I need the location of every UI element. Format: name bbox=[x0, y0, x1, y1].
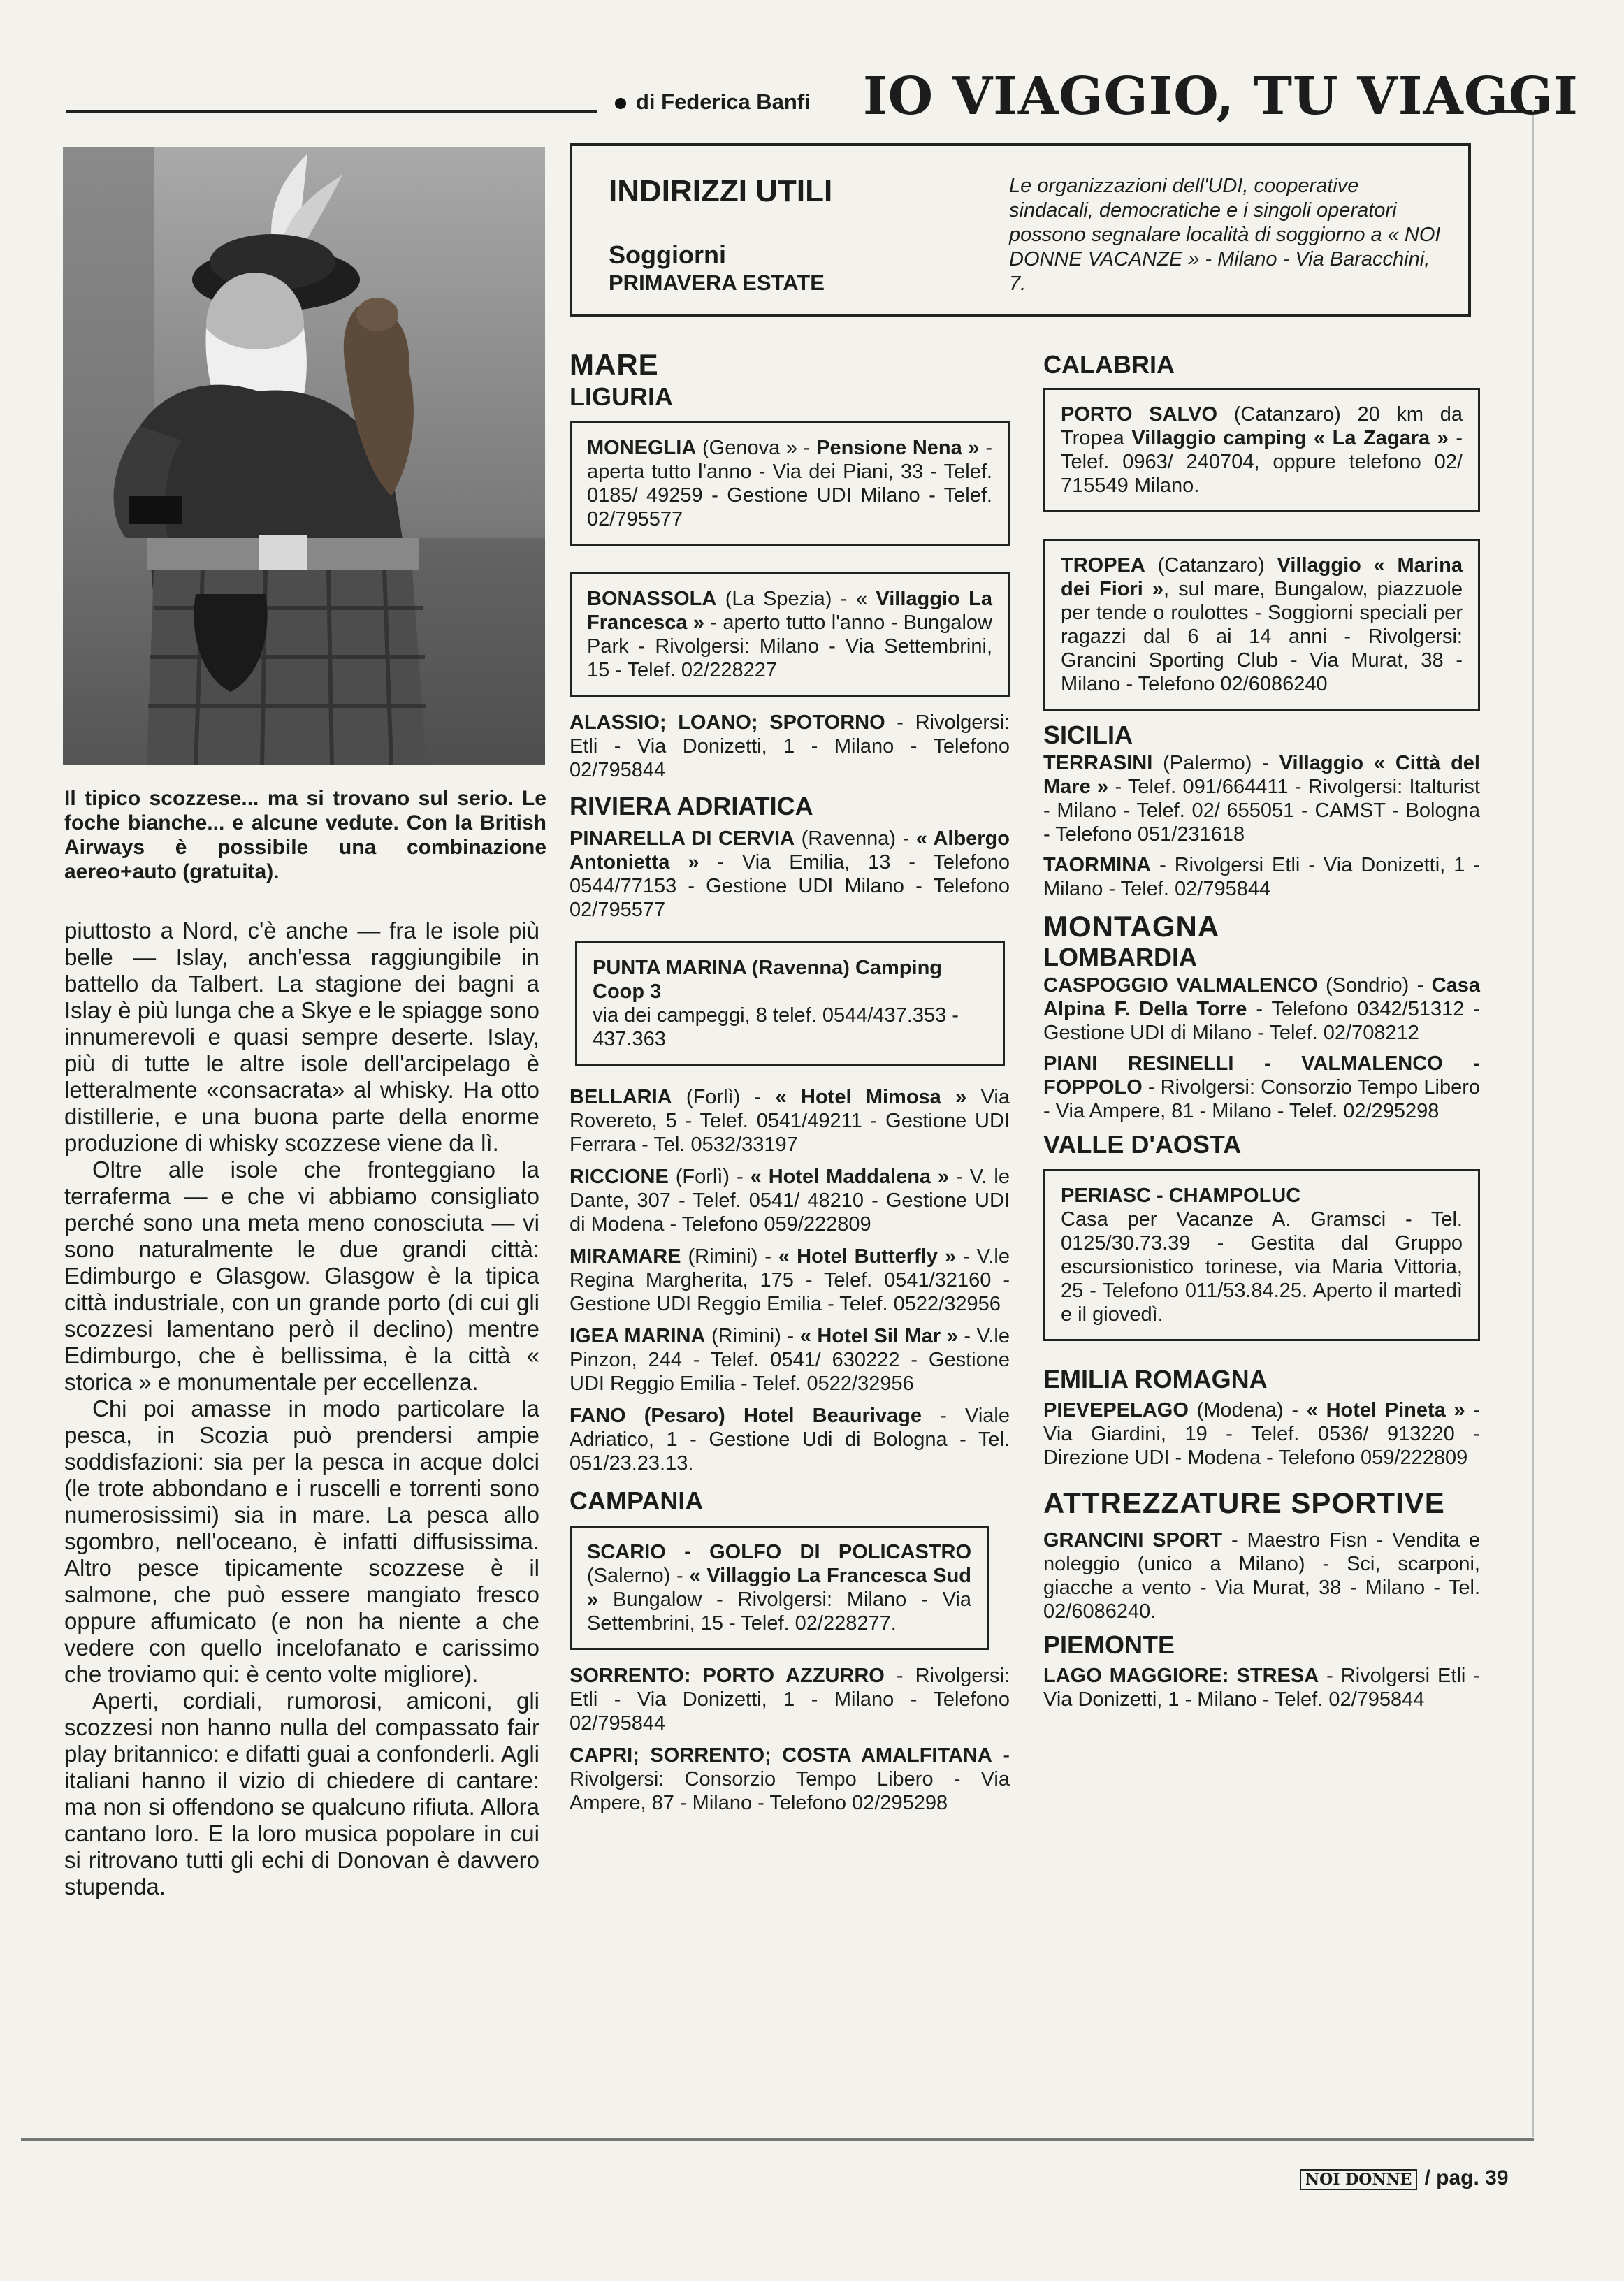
photo-scotsman-with-falcon bbox=[63, 147, 545, 765]
section-heading-attrezzature: ATTREZZATURE SPORTIVE bbox=[1043, 1486, 1445, 1519]
listings-column-right bbox=[1043, 350, 1481, 1711]
bottom-rule bbox=[21, 2138, 1534, 2141]
listing-riccione: RICCIONE (Forlì) - « Hotel Maddalena » - V. le Dante, 307 - Telef. 0541/ 48210 - Gestione UDI di Modena - Telefono 059/222809 bbox=[570, 1166, 1010, 1236]
listing-piani-resinelli: PIANI RESINELLI - VALMALENCO - FOPPOLO - Rivolgersi: Consorzio Tempo Libero - Via Ampere, 81 - Milano - Telef. 02/295298 bbox=[1043, 1052, 1480, 1122]
listing-lago-maggiore: LAGO MAGGIORE: STRESA - Rivolgersi Etli - Via Donizetti, 1 - Milano - Telef. 02/795844 bbox=[1043, 1665, 1480, 1711]
listing-punta-marina: PUNTA MARINA (Ravenna) Camping Coop 3 via dei campeggi, 8 telef. 0544/437.353 - 437.363 bbox=[575, 941, 1005, 1066]
region-heading-lombardia: LOMBARDIA bbox=[1043, 943, 1197, 971]
region-heading-campania: CAMPANIA bbox=[570, 1486, 704, 1515]
page-number: / pag. 39 bbox=[1424, 2166, 1509, 2189]
listing-taormina: TAORMINA - Rivolgersi Etli - Via Donizetti, 1 - Milano - Telef. 02/795844 bbox=[1043, 854, 1480, 900]
photo-caption: Il tipico scozzese... ma si trovano sul serio. Le foche bianche... e alcune vedute. Con la British Airways è possibile una combinazione aereo+auto (gratuita). bbox=[64, 787, 546, 883]
listing-terrasini: TERRASINI (Palermo) - Villaggio « Città del Mare » - Telef. 091/664411 - Rivolgersi: Italturist - Milano - Telef. 02/ 655051 - CAMST - Bologna - Telefono 051/231618 bbox=[1043, 752, 1480, 846]
listing-capri: CAPRI; SORRENTO; COSTA AMALFITANA - Rivolgersi: Consorzio Tempo Libero - Via Ampere, 87 - Milano - Telefono 02/295298 bbox=[570, 1744, 1010, 1814]
region-heading-sicilia: SICILIA bbox=[1043, 720, 1133, 749]
listing-pievepelago: PIEVEPELAGO (Modena) - « Hotel Pineta » - Via Giardini, 19 - Telef. 0536/ 913220 - Direzione UDI - Modena - Telefono 059/222809 bbox=[1043, 1399, 1480, 1469]
section-heading-montagna: MONTAGNA bbox=[1043, 910, 1220, 943]
listing-alassio: ALASSIO; LOANO; SPOTORNO - Rivolgersi: Etli - Via Donizetti, 1 - Milano - Telefono 02/795844 bbox=[570, 711, 1010, 781]
listing-tropea: TROPEA (Catanzaro) Villaggio « Marina dei Fiori », sul mare, Bungalow, piazzuole per tende o roulottes - Soggiorni speciali per ragazzi dal 6 ai 14 anni - Rivolgersi: Grancini Sporting Club - Via Murat, 38 - Milano - Telefono 02/6086240 bbox=[1043, 539, 1480, 711]
addresses-subheading: Soggiorni bbox=[609, 240, 726, 269]
listing-scario: SCARIO - GOLFO DI POLICASTRO (Salerno) - « Villaggio La Francesca Sud » Bungalow - Rivolgersi: Milano - Via Settembrini, 15 - Telef. 02/228277. bbox=[570, 1526, 989, 1650]
listing-grancini-sport: GRANCINI SPORT - Maestro Fisn - Vendita e noleggio (unico a Milano) - Sci, scarponi, giacche a vento - Via Murat, 38 - Milano - Tel. 02/6086240. bbox=[1043, 1529, 1480, 1623]
magazine-logo: NOI DONNE bbox=[1300, 2169, 1417, 2190]
region-heading-riviera: RIVIERA ADRIATICA bbox=[570, 792, 813, 820]
listing-sorrento: SORRENTO: PORTO AZZURRO - Rivolgersi: Etli - Via Donizetti, 1 - Milano - Telefono 02/795844 bbox=[570, 1665, 1010, 1735]
header-rule bbox=[66, 110, 597, 113]
byline: di Federica Banfi bbox=[615, 89, 811, 115]
page-edge-line bbox=[1532, 110, 1534, 2137]
listing-bonassola: BONASSOLA (La Spezia) - « Villaggio La Francesca » - aperto tutto l'anno - Bungalow Park - Rivolgersi: Milano - Via Settembrini, 15 - Telef. 02/228227 bbox=[570, 572, 1010, 697]
addresses-note: Le organizzazioni dell'UDI, cooperative sindacali, democratiche e i singoli operatori possono segnalare località di soggiorno a « NOI DONNE VACANZE » - Milano - Via Baracchini, 7. bbox=[1009, 175, 1441, 295]
section-heading-mare: MARE bbox=[570, 348, 659, 381]
listing-miramare: MIRAMARE (Rimini) - « Hotel Butterfly » - V.le Regina Margherita, 175 - Telef. 0541/32160 - Gestione UDI Reggio Emilia - Telef. 0522/32956 bbox=[570, 1245, 1010, 1315]
listing-caspoggio: CASPOGGIO VALMALENCO (Sondrio) - Casa Alpina F. Della Torre - Telefono 0342/51312 - Gestione UDI di Milano - Telef. 02/708212 bbox=[1043, 974, 1481, 1044]
listing-igea-marina: IGEA MARINA (Rimini) - « Hotel Sil Mar » - V.le Pinzon, 244 - Telef. 0541/ 630222 - Gestione UDI Reggio Emilia - Telef. 0522/32956 bbox=[570, 1325, 1010, 1395]
region-heading-piemonte: PIEMONTE bbox=[1043, 1630, 1175, 1659]
listing-pinarella: PINARELLA DI CERVIA (Ravenna) - « Albergo Antonietta » - Via Emilia, 13 - Telefono 0544/77153 - Gestione UDI Milano - Telefono 02/795577 bbox=[570, 827, 1010, 921]
bullet-icon bbox=[615, 98, 626, 109]
page-footer bbox=[1300, 2166, 1509, 2190]
listing-moneglia: MONEGLIA (Genova » - Pensione Nena » - aperta tutto l'anno - Via dei Piani, 33 - Telef. 0185/ 49259 - Gestione UDI Milano - Telef. 02/795577 bbox=[570, 421, 1010, 546]
region-heading-liguria: LIGURIA bbox=[570, 382, 673, 411]
listing-porto-salvo: PORTO SALVO (Catanzaro) 20 km da Tropea Villaggio camping « La Zagara » - Telef. 0963/ 240704, oppure telefono 02/ 715549 Milano. bbox=[1043, 388, 1480, 512]
article-paragraph: Aperti, cordiali, rumorosi, amiconi, gli scozzesi non hanno nulla del compassato fair play britannico: e difatti guai a confonderli. Agli italiani hanno il vizio di chiedere di cantare: ma non si offendono se qualcuno rifiuta. Allora cantano loro. E la loro musica popolare in cui si ritrovano tutti gli echi di Donovan è davvero stupenda. bbox=[64, 1688, 539, 1899]
listings-column-middle bbox=[570, 348, 1010, 1815]
article-body bbox=[64, 918, 539, 1900]
region-heading-calabria: CALABRIA bbox=[1043, 350, 1175, 379]
addresses-season: PRIMAVERA ESTATE bbox=[609, 270, 825, 295]
article-title: IO VIAGGIO, TU VIAGGI bbox=[863, 66, 1579, 126]
article-paragraph: Oltre alle isole che fronteggiano la terraferma — e che vi abbiamo consigliato perché sono una meta meno conosciuta — vi sono naturalmente le due grandi città: Edimburgo e Glasgow. Glasgow è la tipica città industriale, con un grande porto (di cui gli scozzesi lamentano però il declino) mentre Edimburgo, che è bellissima, è la città « storica » e monumentale per eccellenza. bbox=[64, 1157, 539, 1395]
listing-fano: FANO (Pesaro) Hotel Beaurivage - Viale Adriatico, 1 - Gestione Udi di Bologna - Tel. 051/23.23.13. bbox=[570, 1405, 1010, 1475]
addresses-heading: INDIRIZZI UTILI bbox=[609, 174, 833, 208]
region-heading-valle-aosta: VALLE D'AOSTA bbox=[1043, 1130, 1242, 1159]
photo-illustration bbox=[63, 147, 545, 765]
region-heading-emilia: EMILIA ROMAGNA bbox=[1043, 1365, 1268, 1393]
listing-periasc: PERIASC - CHAMPOLUC Casa per Vacanze A. Gramsci - Tel. 0125/30.73.39 - Gestita dal Gruppo escursionistico torinese, via Maria Vittoria, 25 - Telefono 011/53.84.25. Aperto il martedì e il giovedì. bbox=[1043, 1169, 1480, 1341]
article-paragraph: Chi poi amasse in modo particolare la pesca, in Scozia può prendersi ampie soddisfazioni: sia per la pesca in acque dolci (le trote abbondano e i ruscelli e torrenti sono numerosissimi) sia in mare. La pesca allo sgombro, nell'oceano, è infatti diffusissima. Altro pesce tipicamente scozzese è il salmone, che può essere mangiato fresco oppure affumicato (e non ha niente a che vedere con quello incelofanato e carissimo che troviamo qui: è cento volte migliore). bbox=[64, 1396, 539, 1687]
listing-bellaria: BELLARIA (Forlì) - « Hotel Mimosa » Via Rovereto, 5 - Telef. 0541/49211 - Gestione UDI Ferrara - Tel. 0532/33197 bbox=[570, 1086, 1010, 1156]
article-paragraph: piuttosto a Nord, c'è anche — fra le isole più belle — Islay, anch'essa raggiungibile in battello da Talbert. La stagione dei bagni a Islay è più lunga che a Skye e le spiagge sono innumerevoli e quasi sempre deserte. Islay, più di tutte le altre isole dell'arcipelago è letteralmente «consacrata» al whisky. Ha otto distillerie, e una buona parte della enorme produzione di whisky scozzese viene da lì. bbox=[64, 918, 539, 1156]
useful-addresses-box bbox=[570, 143, 1471, 317]
